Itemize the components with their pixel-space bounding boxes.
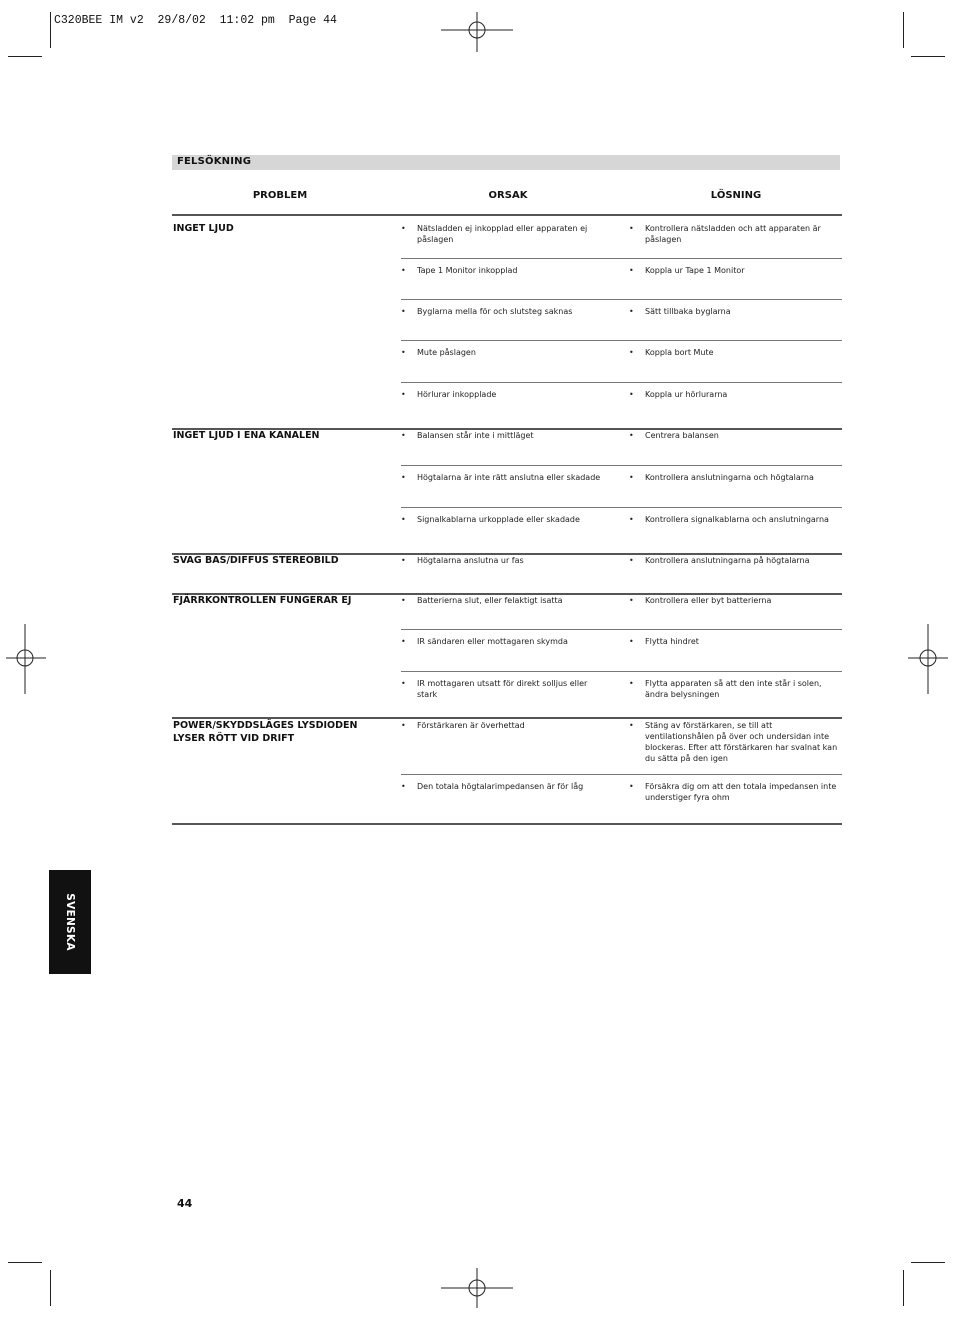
header-rule [172,214,842,216]
bullet-icon: • [401,348,406,357]
cause-cell [401,678,606,700]
cause-text: Signalkablarna urkopplade eller skadade [417,515,580,524]
bullet-icon: • [401,556,406,565]
solution-text: Kontrollera anslutningarna och högtalarna [645,473,814,482]
crop-mark [911,56,945,57]
problem-label: SVAG BAS/DIFFUS STEREOBILD [173,555,339,566]
cause-cell [401,720,606,731]
item-divider [401,340,842,341]
bullet-icon: • [629,515,634,524]
cause-text: Högtalarna är inte rätt anslutna eller skadade [417,473,601,482]
crop-mark [50,12,51,48]
solution-cell [629,223,841,245]
problem-label: FJÄRRKONTROLLEN FUNGERAR EJ [173,595,352,606]
cause-cell [401,514,606,525]
bullet-icon: • [629,224,634,233]
solution-text: Sätt tillbaka byglarna [645,307,731,316]
registration-mark-bottom [441,1268,513,1308]
solution-cell [629,472,841,483]
section-header [172,155,840,170]
column-header-solution: LÖSNING [710,190,762,201]
bullet-icon: • [401,473,406,482]
language-tab-label: SVENSKA [64,893,76,951]
crop-mark [903,1270,904,1306]
item-divider [401,382,842,383]
solution-text: Kontrollera signalkablarna och anslutningarna [645,515,829,524]
problem-label: INGET LJUD [173,223,234,234]
cause-cell [401,306,606,317]
cause-cell [401,223,606,245]
cause-cell [401,781,606,792]
solution-text: Koppla ur Tape 1 Monitor [645,266,745,275]
solution-text: Stäng av förstärkaren, se till att ventilationshålen på över och undersidan inte blockeras. Efter att förstärkaren har svalnat kan du sätta på den igen [645,721,838,763]
solution-cell [629,781,841,803]
cause-text: IR mottagaren utsatt för direkt solljus eller stark [417,679,588,699]
column-header-problem: PROBLEM [252,190,308,201]
bullet-icon: • [401,266,406,275]
solution-cell [629,595,841,606]
bullet-icon: • [401,390,406,399]
bullet-icon: • [629,348,634,357]
crop-mark [8,56,42,57]
bullet-icon: • [629,721,634,730]
cause-text: Mute påslagen [417,348,476,357]
bullet-icon: • [401,596,406,605]
solution-text: Flytta apparaten så att den inte står i solen, ändra belysningen [645,679,822,699]
cause-text: IR sändaren eller mottagaren skymda [417,637,568,646]
bullet-icon: • [401,721,406,730]
bullet-icon: • [401,307,406,316]
item-divider [401,774,842,775]
cause-cell [401,347,606,358]
cause-cell [401,636,606,647]
bullet-icon: • [629,307,634,316]
registration-mark-top [441,12,513,52]
cause-text: Förstärkaren är överhettad [417,721,525,730]
cause-cell [401,265,606,276]
cause-cell [401,595,606,606]
bullet-icon: • [629,390,634,399]
solution-text: Kontrollera anslutningarna på högtalarna [645,556,810,565]
problem-label: POWER/SKYDDSLÄGES LYSDIODEN LYSER RÖTT VID DRIFT [173,720,358,744]
crop-mark [8,1262,42,1263]
solution-text: Centrera balansen [645,431,719,440]
solution-cell [629,306,841,317]
solution-cell [629,555,841,566]
item-divider [401,671,842,672]
cause-text: Högtalarna anslutna ur fas [417,556,524,565]
bullet-icon: • [629,431,634,440]
item-divider [401,299,842,300]
item-divider [401,629,842,630]
problem-label: INGET LJUD I ENA KANALEN [173,430,320,441]
column-header-cause: ORSAK [488,190,528,201]
bullet-icon: • [401,431,406,440]
cause-cell [401,555,606,566]
bullet-icon: • [401,782,406,791]
cause-text: Balansen står inte i mittläget [417,431,534,440]
crop-mark [50,1270,51,1306]
print-slug: C320BEE IM v2 29/8/02 11:02 pm Page 44 [54,14,337,27]
page-number: 44 [177,1197,193,1210]
item-divider [401,258,842,259]
crop-mark [903,12,904,48]
item-divider [401,465,842,466]
bullet-icon: • [629,473,634,482]
cause-text: Tape 1 Monitor inkopplad [417,266,518,275]
solution-text: Flytta hindret [645,637,699,646]
solution-text: Kontrollera nätsladden och att apparaten är påslagen [645,224,821,244]
bullet-icon: • [401,515,406,524]
solution-cell [629,514,841,525]
cause-cell [401,472,606,483]
bullet-icon: • [629,782,634,791]
solution-text: Koppla bort Mute [645,348,714,357]
cause-text: Hörlurar inkopplade [417,390,497,399]
cause-text: Nätsladden ej inkopplad eller apparaten ej påslagen [417,224,588,244]
row-divider [172,823,842,825]
bullet-icon: • [401,679,406,688]
cause-text: Byglarna mella för och slutsteg saknas [417,307,573,316]
solution-text: Koppla ur hörlurarna [645,390,728,399]
item-divider [401,507,842,508]
bullet-icon: • [401,637,406,646]
crop-mark [911,1262,945,1263]
solution-cell [629,720,841,764]
registration-mark-left [6,624,46,694]
solution-cell [629,347,841,358]
registration-mark-right [908,624,948,694]
solution-cell [629,430,841,441]
cause-text: Den totala högtalarimpedansen är för låg [417,782,584,791]
cause-text: Batterierna slut, eller felaktigt isatta [417,596,563,605]
bullet-icon: • [401,224,406,233]
cause-cell [401,430,606,441]
solution-cell [629,678,841,700]
bullet-icon: • [629,556,634,565]
bullet-icon: • [629,679,634,688]
cause-cell [401,389,606,400]
language-tab [49,870,91,974]
solution-text: Kontrollera eller byt batterierna [645,596,772,605]
bullet-icon: • [629,637,634,646]
section-title: FELSÖKNING [177,156,252,167]
solution-cell [629,636,841,647]
solution-cell [629,265,841,276]
solution-cell [629,389,841,400]
solution-text: Försäkra dig om att den totala impedansen inte understiger fyra ohm [645,782,837,802]
bullet-icon: • [629,596,634,605]
bullet-icon: • [629,266,634,275]
